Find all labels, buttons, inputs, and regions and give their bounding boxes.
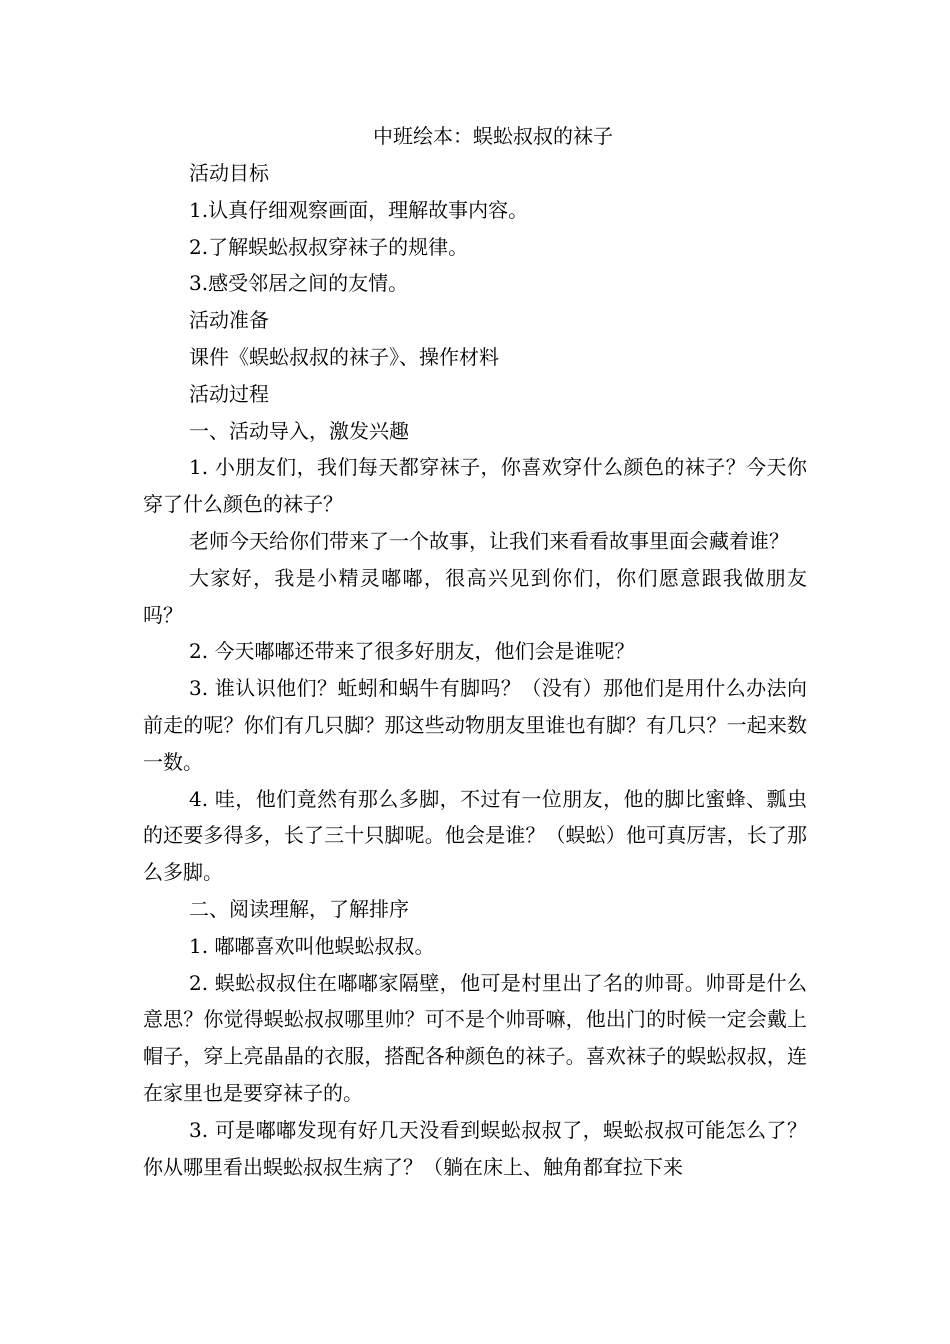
paragraph: 3. 可是嘟嘟发现有好几天没看到蜈蚣叔叔了，蜈蚣叔叔可能怎么了？你从哪里看出蜈蚣叔叔生病了？（躺在床上、触角都耷拉下来 xyxy=(143,1117,807,1179)
subheading-reading: 二、阅读理解，了解排序 xyxy=(189,896,409,921)
subheading-intro: 一、活动导入，激发兴趣 xyxy=(189,418,409,443)
paragraph: 2. 今天嘟嘟还带来了很多好朋友，他们会是谁呢？ xyxy=(189,639,635,664)
preparation-text: 课件《蜈蚣叔叔的袜子》、操作材料 xyxy=(189,344,499,369)
section-heading-preparation: 活动准备 xyxy=(189,308,269,333)
goal-item-2: 2.了解蜈蚣叔叔穿袜子的规律。 xyxy=(189,234,469,259)
section-heading-goals: 活动目标 xyxy=(189,161,269,185)
paragraph: 老师今天给你们带来了一个故事，让我们来看看故事里面会藏着谁？ xyxy=(189,528,789,553)
paragraph: 3. 谁认识他们？蚯蚓和蜗牛有脚吗？（没有）那他们是用什么办法向前走的呢？你们有几只脚？那这些动物朋友里谁也有脚？有几只？一起来数一数。 xyxy=(143,676,807,774)
paragraph: 大家好，我是小精灵嘟嘟，很高兴见到你们，你们愿意跟我做朋友吗？ xyxy=(143,565,807,627)
paragraph: 1. 嘟嘟喜欢叫他蜈蚣叔叔。 xyxy=(189,933,435,958)
document-title: 中班绘本：蜈蚣叔叔的袜子 xyxy=(373,124,613,148)
document-body xyxy=(143,118,807,1185)
goal-item-1: 1.认真仔细观察画面，理解故事内容。 xyxy=(189,197,529,222)
paragraph: 2. 蜈蚣叔叔住在嘟嘟家隔壁，他可是村里出了名的帅哥。帅哥是什么意思？你觉得蜈蚣叔叔哪里帅？可不是个帅哥嘛，他出门的时候一定会戴上帽子，穿上亮晶晶的衣服，搭配各种颜色的袜子。喜欢袜子的蜈蚣叔叔，连在家里也是要穿袜子的。 xyxy=(143,970,807,1105)
goal-item-3: 3.感受邻居之间的友情。 xyxy=(189,271,409,296)
section-heading-process: 活动过程 xyxy=(189,381,269,406)
paragraph: 4. 哇，他们竟然有那么多脚，不过有一位朋友，他的脚比蜜蜂、瓢虫的还要多得多，长了三十只脚呢。他会是谁？（蜈蚣）他可真厉害，长了那么多脚。 xyxy=(143,786,807,885)
paragraph: 1. 小朋友们，我们每天都穿袜子，你喜欢穿什么颜色的袜子？今天你穿了什么颜色的袜子？ xyxy=(143,455,807,517)
